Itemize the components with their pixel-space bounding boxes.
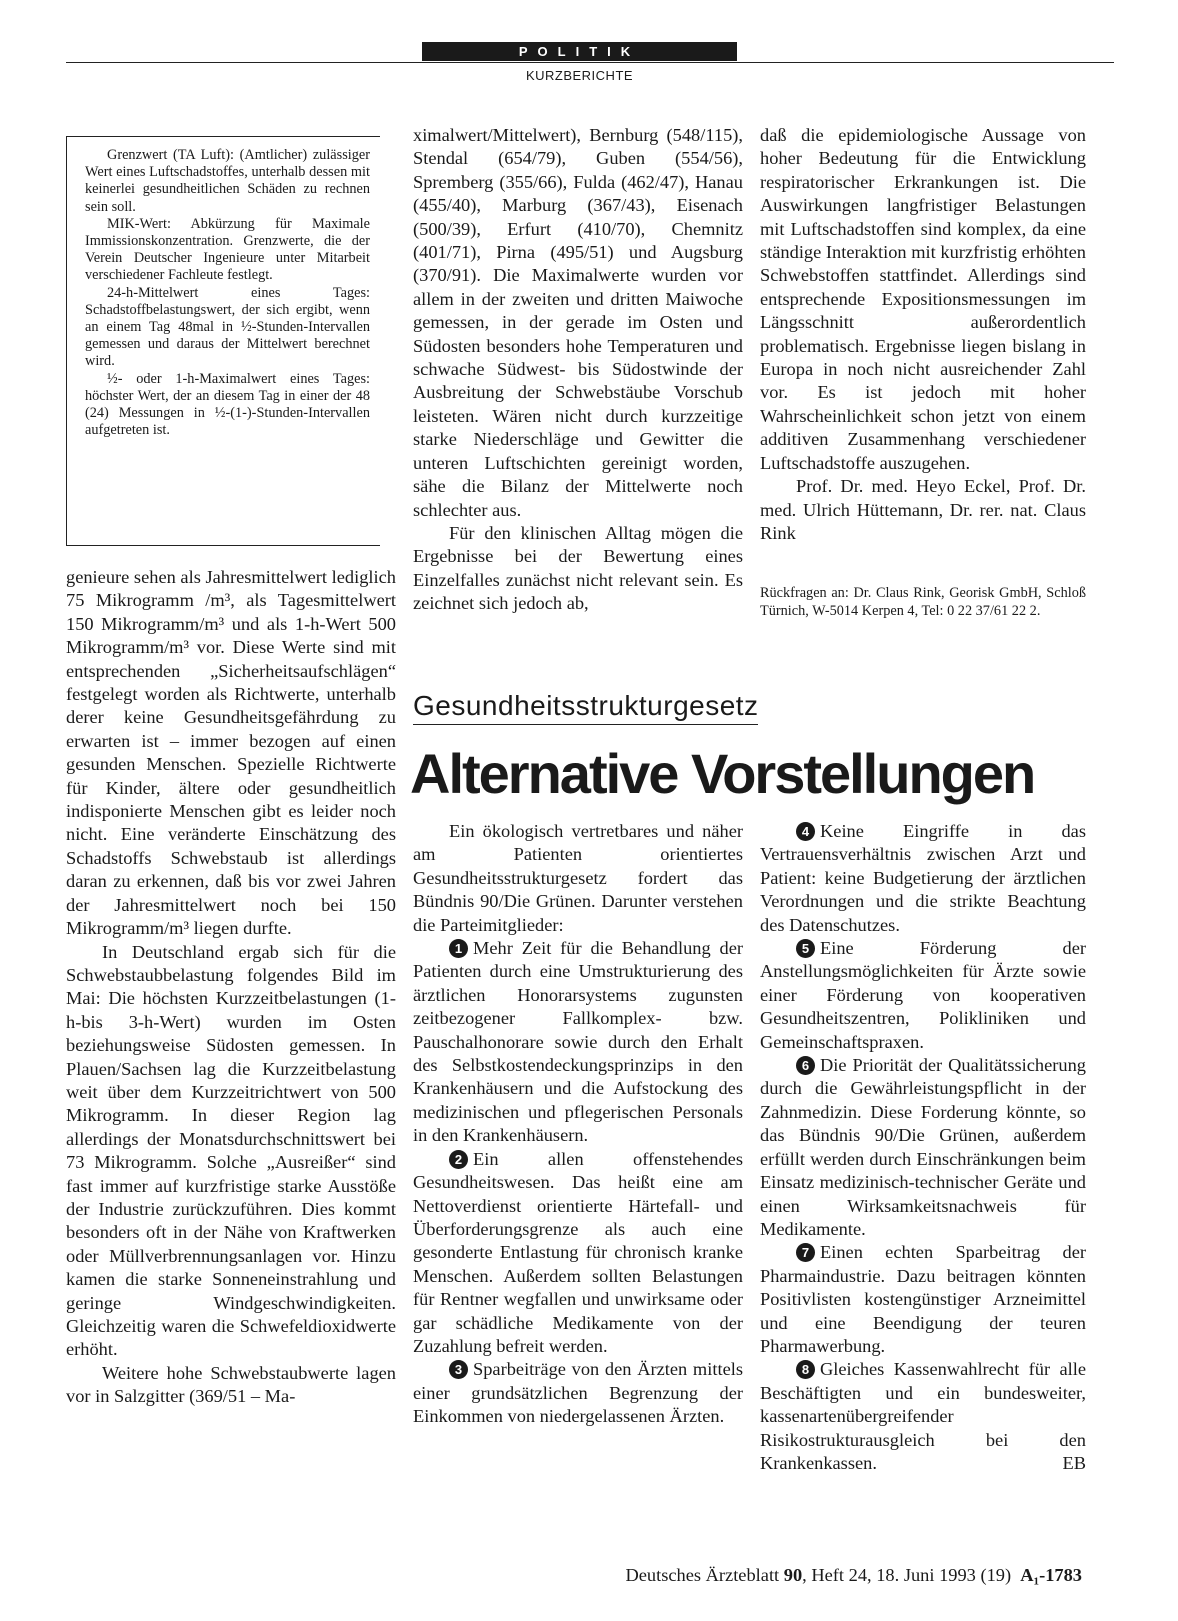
list-item — [760, 1358, 1086, 1475]
list-item — [760, 1054, 1086, 1241]
list-item — [413, 1358, 743, 1428]
article2-kicker: Gesundheitsstrukturgesetz — [413, 690, 758, 725]
list-item-text: Einen echten Sparbeitrag der Pharmaindustrie. Dazu beitragen könnten Positivlisten kostengünstiger Arzneimittel und eine Beendigung der teuren Pharmawerbung. — [760, 1242, 1086, 1356]
list-item-text: Ein allen offenstehendes Gesundheitswesen. Das heißt eine am Nettoverdienst orientierte Härtefall- und Überforderungsgrenze als auch eine gesonderte Entlastung für chronisch kranke Menschen. Außerdem sollten Belastungen für Rentner wegfallen und unwirksame oder gar schädliche Medikamente von der Zuzahlung befreit werden. — [413, 1148, 743, 1356]
author-signature: EB — [1062, 1452, 1086, 1473]
page-footer — [560, 1565, 1082, 1586]
list-item-text: Mehr Zeit für die Behandlung der Patienten durch eine Umstrukturierung des ärztlichen Honorarsystems zugunsten zeitbezogener Fallkomplex- bzw. Pauschalhonorare sowie durch den Erhalt des Selbstkostendeckungsprinzips in den Krankenhäusern und die Aufstockung des medizinischen und pflegerischen Personals in den Krankenhäusern. — [413, 938, 743, 1146]
glossary-entry: ½- oder 1-h-Maximalwert eines Tages: höchster Wert, der an diesem Tag in einer der 48 (24) Messungen in ½-(1-)-Stunden-Intervallen aufgetreten ist. — [85, 370, 370, 439]
number-badge-icon: 2 — [449, 1150, 468, 1169]
subsection-label: KURZBERICHTE — [525, 68, 634, 83]
list-item — [760, 937, 1086, 1054]
glossary-entry: Grenzwert (TA Luft): (Amtlicher) zulässiger Wert eines Luftschadstoffes, unterhalb dessen mit keinerlei gesundheitlichen Schäden zu rechnen sein soll. — [85, 147, 370, 215]
number-badge-icon: 6 — [796, 1056, 815, 1075]
number-badge-icon: 1 — [449, 939, 468, 958]
list-item — [760, 820, 1086, 937]
list-item-text: Die Priorität der Qualitätssicherung durch die Gewährleistungspflicht in der Zahnmedizin. Diese Forderung könnte, so das Bündnis 90/Die Grünen, außerdem erfüllt werden durch Einschränkungen beim Einsatz medizinisch-technischer Geräte und einen Wirksamkeitsnachweis für Medikamente. — [760, 1055, 1086, 1239]
list-item — [760, 1241, 1086, 1358]
paragraph: Für den klinischen Alltag mögen die Ergebnisse bei der Bewertung eines Einzelfalles zunächst nicht relevant sein. Es zeichnet sich jedoch ab, — [413, 522, 743, 614]
article2-right-column — [760, 820, 1086, 1475]
page-number: A₁-1783 — [1020, 1565, 1082, 1585]
list-item-text: Sparbeiträge von den Ärzten mittels einer grundsätzlichen Begrenzung der Einkommen von niedergelassenen Ärzten. — [413, 1359, 743, 1427]
number-badge-icon: 4 — [796, 822, 815, 841]
header-rule — [66, 62, 1114, 63]
glossary-box — [66, 136, 380, 546]
issue-date: , Heft 24, 18. Juni 1993 (19) — [802, 1565, 1012, 1585]
section-label: POLITIK — [422, 42, 737, 61]
paragraph: daß die epidemiologische Aussage von hoher Bedeutung für die Entwicklung respiratorischer Erkrankungen ist. Die Auswirkungen langfristiger Belastungen mit Luftschadstoffen sind komplex, da eine ständige Interaktion mit kurzfristig erhöhten Schwebstoffen stattfindet. Allerdings sind entsprechende Expositionsmessungen im Längsschnitt außerordentlich problematisch. Ergebnisse liegen bislang in Europa in noch nicht ausreichender Zahl vor. Es ist jedoch mit hoher Wahrscheinlichkeit schon jetzt von einem additiven Zusammenhang verschiedener Luftschadstoffe auszugehen. — [760, 125, 1086, 473]
journal-name: Deutsches Ärzteblatt — [625, 1565, 780, 1585]
article1-left-column — [66, 566, 396, 1409]
list-item-text: Eine Förderung der Anstellungsmöglichkeiten für Ärzte sowie einer Förderung von kooperativen Gesundheitszentren, Polikliniken und Gemeinschaftspraxen. — [760, 938, 1086, 1052]
list-item-text: Keine Eingriffe in das Vertrauensverhältnis zwischen Arzt und Patient: keine Budgetierung der ärztlichen Verordnungen und die strikte Beachtung des Datenschutzes. — [760, 821, 1086, 935]
volume-number: 90 — [783, 1565, 803, 1585]
paragraph: ximalwert/Mittelwert), Bernburg (548/115), Stendal (654/79), Guben (554/56), Spremberg (355/66), Fulda (462/47), Hanau (455/40), Marburg (367/43), Eisenach (500/39), Erfurt (410/70), Chemnitz (401/71), Pirna (495/51) und Augsburg (370/91). Die Maximalwerte wurden vor allem in der zweiten und dritten Maiwoche gemessen, in der gerade im Osten und Südosten besonders hohe Temperaturen und schwache Südwest- bis Südostwinde der Ausbreitung der Schwebstäube Vorschub leisteten. Wären nicht durch kurzzeitige starke Niederschläge und Gewitter die unteren Luftschichten gereinigt worden, sähe die Bilanz der Mittelwerte noch schlechter aus. — [413, 125, 743, 520]
paragraph: In Deutschland ergab sich für die Schwebstaubbelastung folgendes Bild im Mai: Die höchsten Kurzzeitbelastungen (1-h-bis 3-h-Wert) wurden im Osten beziehungsweise Südosten gemessen. In Plauen/Sachsen lag die Kurzzeitbelastung weit über dem Kurzzeitrichtwert von 500 Mikrogramm. In dieser Region lag allerdings der Monatsdurchschnittswert bei 73 Mikrogramm. Solche „Ausreißer“ sind fast immer auf kurzfristige starke Ausstöße der Industrie zurückzuführen. Dies kommt besonders oft in der Nähe von Kraftwerken oder Müllverbrennungsanlagen vor. Hinzu kamen die starke Sonneneinstrahlung und geringe Windgeschwindigkeiten. Gleichzeitig waren die Schwefeldioxidwerte erhöht. — [66, 941, 396, 1360]
list-item — [413, 937, 743, 1148]
paragraph: genieure sehen als Jahresmittelwert lediglich 75 Mikrogramm /m³, als Tagesmittelwert 150 Mikrogramm/m³ und als 1-h-Wert 500 Mikrogramm/m³ vor. Diese Werte sind mit entsprechenden „Sicherheitsaufschlägen“ festgelegt worden als Richtwerte, unterhalb derer keine Gesundheitsgefährdung zu erwarten ist – immer bezogen auf einen gesunden Menschen. Spezielle Richtwerte für Kinder, ältere oder gesundheitlich indisponierte Menschen gibt es leider noch nicht. Eine veränderte Einschätzung des Schadstoffs Schwebstaub ist allerdings daran zu erkennen, daß bis vor zwei Jahren der Jahresmittelwert noch bei 150 Mikrogramm/m³ liegen durfte. — [66, 567, 396, 939]
article1-right-column — [760, 124, 1086, 545]
glossary-entry: 24-h-Mittelwert eines Tages: Schadstoffbelastungswert, der sich ergibt, wenn an einem Tag 48mal in ½-Stunden-Intervallen gemessen und daraus der Mittelwert berechnet wird. — [85, 284, 370, 370]
list-item — [413, 1148, 743, 1359]
number-badge-icon: 8 — [796, 1360, 815, 1379]
number-badge-icon: 7 — [796, 1243, 815, 1262]
author-credit: Prof. Dr. med. Heyo Eckel, Prof. Dr. med. Ulrich Hüttemann, Dr. rer. nat. Claus Rink — [760, 476, 1086, 543]
number-badge-icon: 3 — [449, 1360, 468, 1379]
number-badge-icon: 5 — [796, 939, 815, 958]
list-item-text: Gleiches Kassenwahlrecht für alle Beschäftigten und ein bundesweiter, kassenartenübergreifender Risikostrukturausgleich bei den Krankenkassen. — [760, 1359, 1086, 1473]
glossary-entry: MIK-Wert: Abkürzung für Maximale Immissionskonzentration. Grenzwerte, die der Verein Deutscher Ingenieure unter Mitarbeit verschiedener Fachleute festlegt. — [85, 215, 370, 284]
article2-mid-column — [413, 820, 743, 1429]
intro-paragraph: Ein ökologisch vertretbares und näher am Patienten orientiertes Gesundheitsstrukturgesetz fordert das Bündnis 90/Die Grünen. Darunter verstehen die Parteimitglieder: — [413, 821, 743, 935]
paragraph: Weitere hohe Schwebstaubwerte lagen vor in Salzgitter (369/51 – Ma- — [66, 1362, 396, 1407]
contact-note: Rückfragen an: Dr. Claus Rink, Georisk GmbH, Schloß Türnich, W-5014 Kerpen 4, Tel: 0 22 37/61 22 2. — [760, 585, 1086, 619]
article2-headline: Alternative Vorstellungen — [410, 742, 1035, 805]
article1-mid-column — [413, 124, 743, 616]
